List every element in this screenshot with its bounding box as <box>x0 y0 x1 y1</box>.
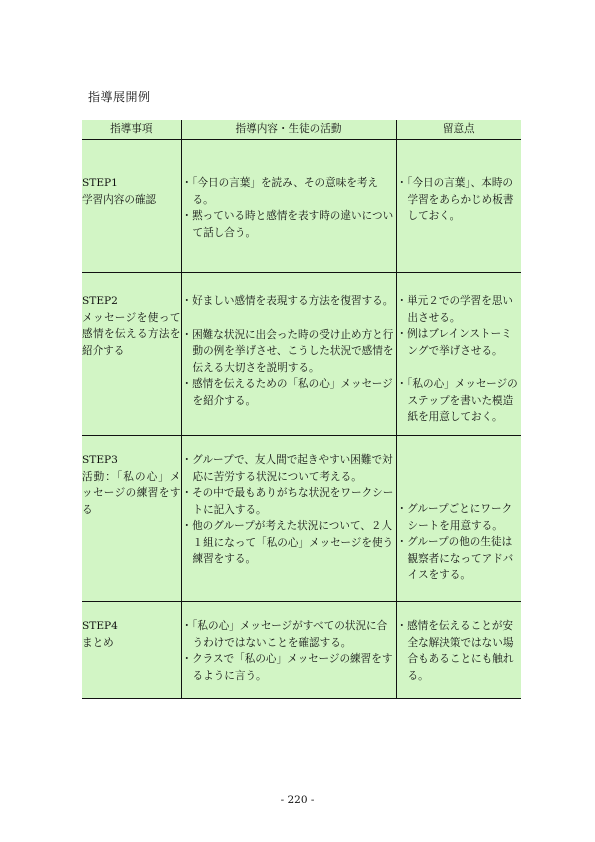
content-item: ・「私の心」メッセージがすべての状況に合うわけではないことを確認する。 <box>181 620 388 649</box>
step-label: STEP2 <box>82 295 118 307</box>
step-description: 学習内容の確認 <box>82 193 157 206</box>
content-item: ・「今日の言葉」を読み、その意味を考える。 <box>181 177 379 206</box>
step-label: STEP4 <box>82 620 118 632</box>
step-description: まとめ <box>82 636 114 649</box>
step-label: STEP3 <box>82 454 118 466</box>
content-cell <box>181 273 396 436</box>
step-cell <box>82 140 181 273</box>
column-header: 留意点 <box>396 120 521 140</box>
notes-cell <box>396 602 521 699</box>
table-row <box>82 273 521 436</box>
page-number: - 220 - <box>280 794 315 806</box>
step-cell <box>82 436 181 602</box>
step-label: STEP1 <box>82 177 118 189</box>
step-description: メッセージを使って感情を伝える方法を紹介する <box>82 311 181 357</box>
content-item: ・困難な状況に出会った時の受け止め方と行動の例を挙げさせ、こうした状況で感情を伝える大切さを説明する。 <box>181 328 394 374</box>
content-item: ・クラスで「私の心」メッセージの練習をするように言う。 <box>181 653 393 682</box>
notes-cell <box>396 140 521 273</box>
table-row <box>82 436 521 602</box>
notes-cell <box>396 273 521 436</box>
note-item: ・単元２での学習を思い出させる。 <box>396 295 514 324</box>
note-item: ・「私の心」メッセージのステップを書いた模造紙を用意しておく。 <box>396 378 518 423</box>
lesson-plan-table <box>82 120 521 699</box>
content-cell <box>181 436 396 602</box>
content-item: ・グループで、友人間で起きやすい困難で対応に苦労する状況について考える。 <box>181 454 393 483</box>
note-item: ・感情を伝えることが安全な解決策ではない場合もあることにも触れる。 <box>396 620 514 682</box>
content-cell <box>181 140 396 273</box>
content-cell <box>181 602 396 699</box>
content-item: ・その中で最もありがちな状況をワークシートに記入する。 <box>181 487 394 516</box>
column-header: 指導事項 <box>82 120 181 140</box>
step-cell <box>82 273 181 436</box>
content-item: ・黙っている時と感情を表す時の違いについて話し合う。 <box>181 210 394 239</box>
note-item: ・「今日の言葉」、本時の学習をあらかじめ板書しておく。 <box>396 177 514 222</box>
notes-cell <box>396 436 521 602</box>
note-item: ・グループの他の生徒は観察者になってアドバイスをする。 <box>396 536 514 581</box>
column-header: 指導内容・生徒の活動 <box>181 120 396 140</box>
step-description: 活動：「私の心」メッセージの練習をする <box>82 470 181 516</box>
step-cell <box>82 602 181 699</box>
table-header-row <box>82 120 521 140</box>
page-heading: 指導展開例 <box>88 90 151 104</box>
table-row <box>82 140 521 273</box>
note-item: ・グループごとにワークシートを用意する。 <box>396 503 513 532</box>
content-item: ・好ましい感情を表現する方法を復習する。 <box>181 295 394 307</box>
table-row <box>82 602 521 699</box>
spacer <box>182 310 396 327</box>
note-item: ・例はブレインストーミングで挙げさせる。 <box>396 328 512 357</box>
content-item: ・他のグループが考えた状況について、２人１組になって「私の心」メッセージを使う練習をする。 <box>181 520 394 565</box>
content-item: ・感情を伝えるための「私の心」メッセージを紹介する。 <box>181 378 393 407</box>
spacer <box>397 359 522 376</box>
